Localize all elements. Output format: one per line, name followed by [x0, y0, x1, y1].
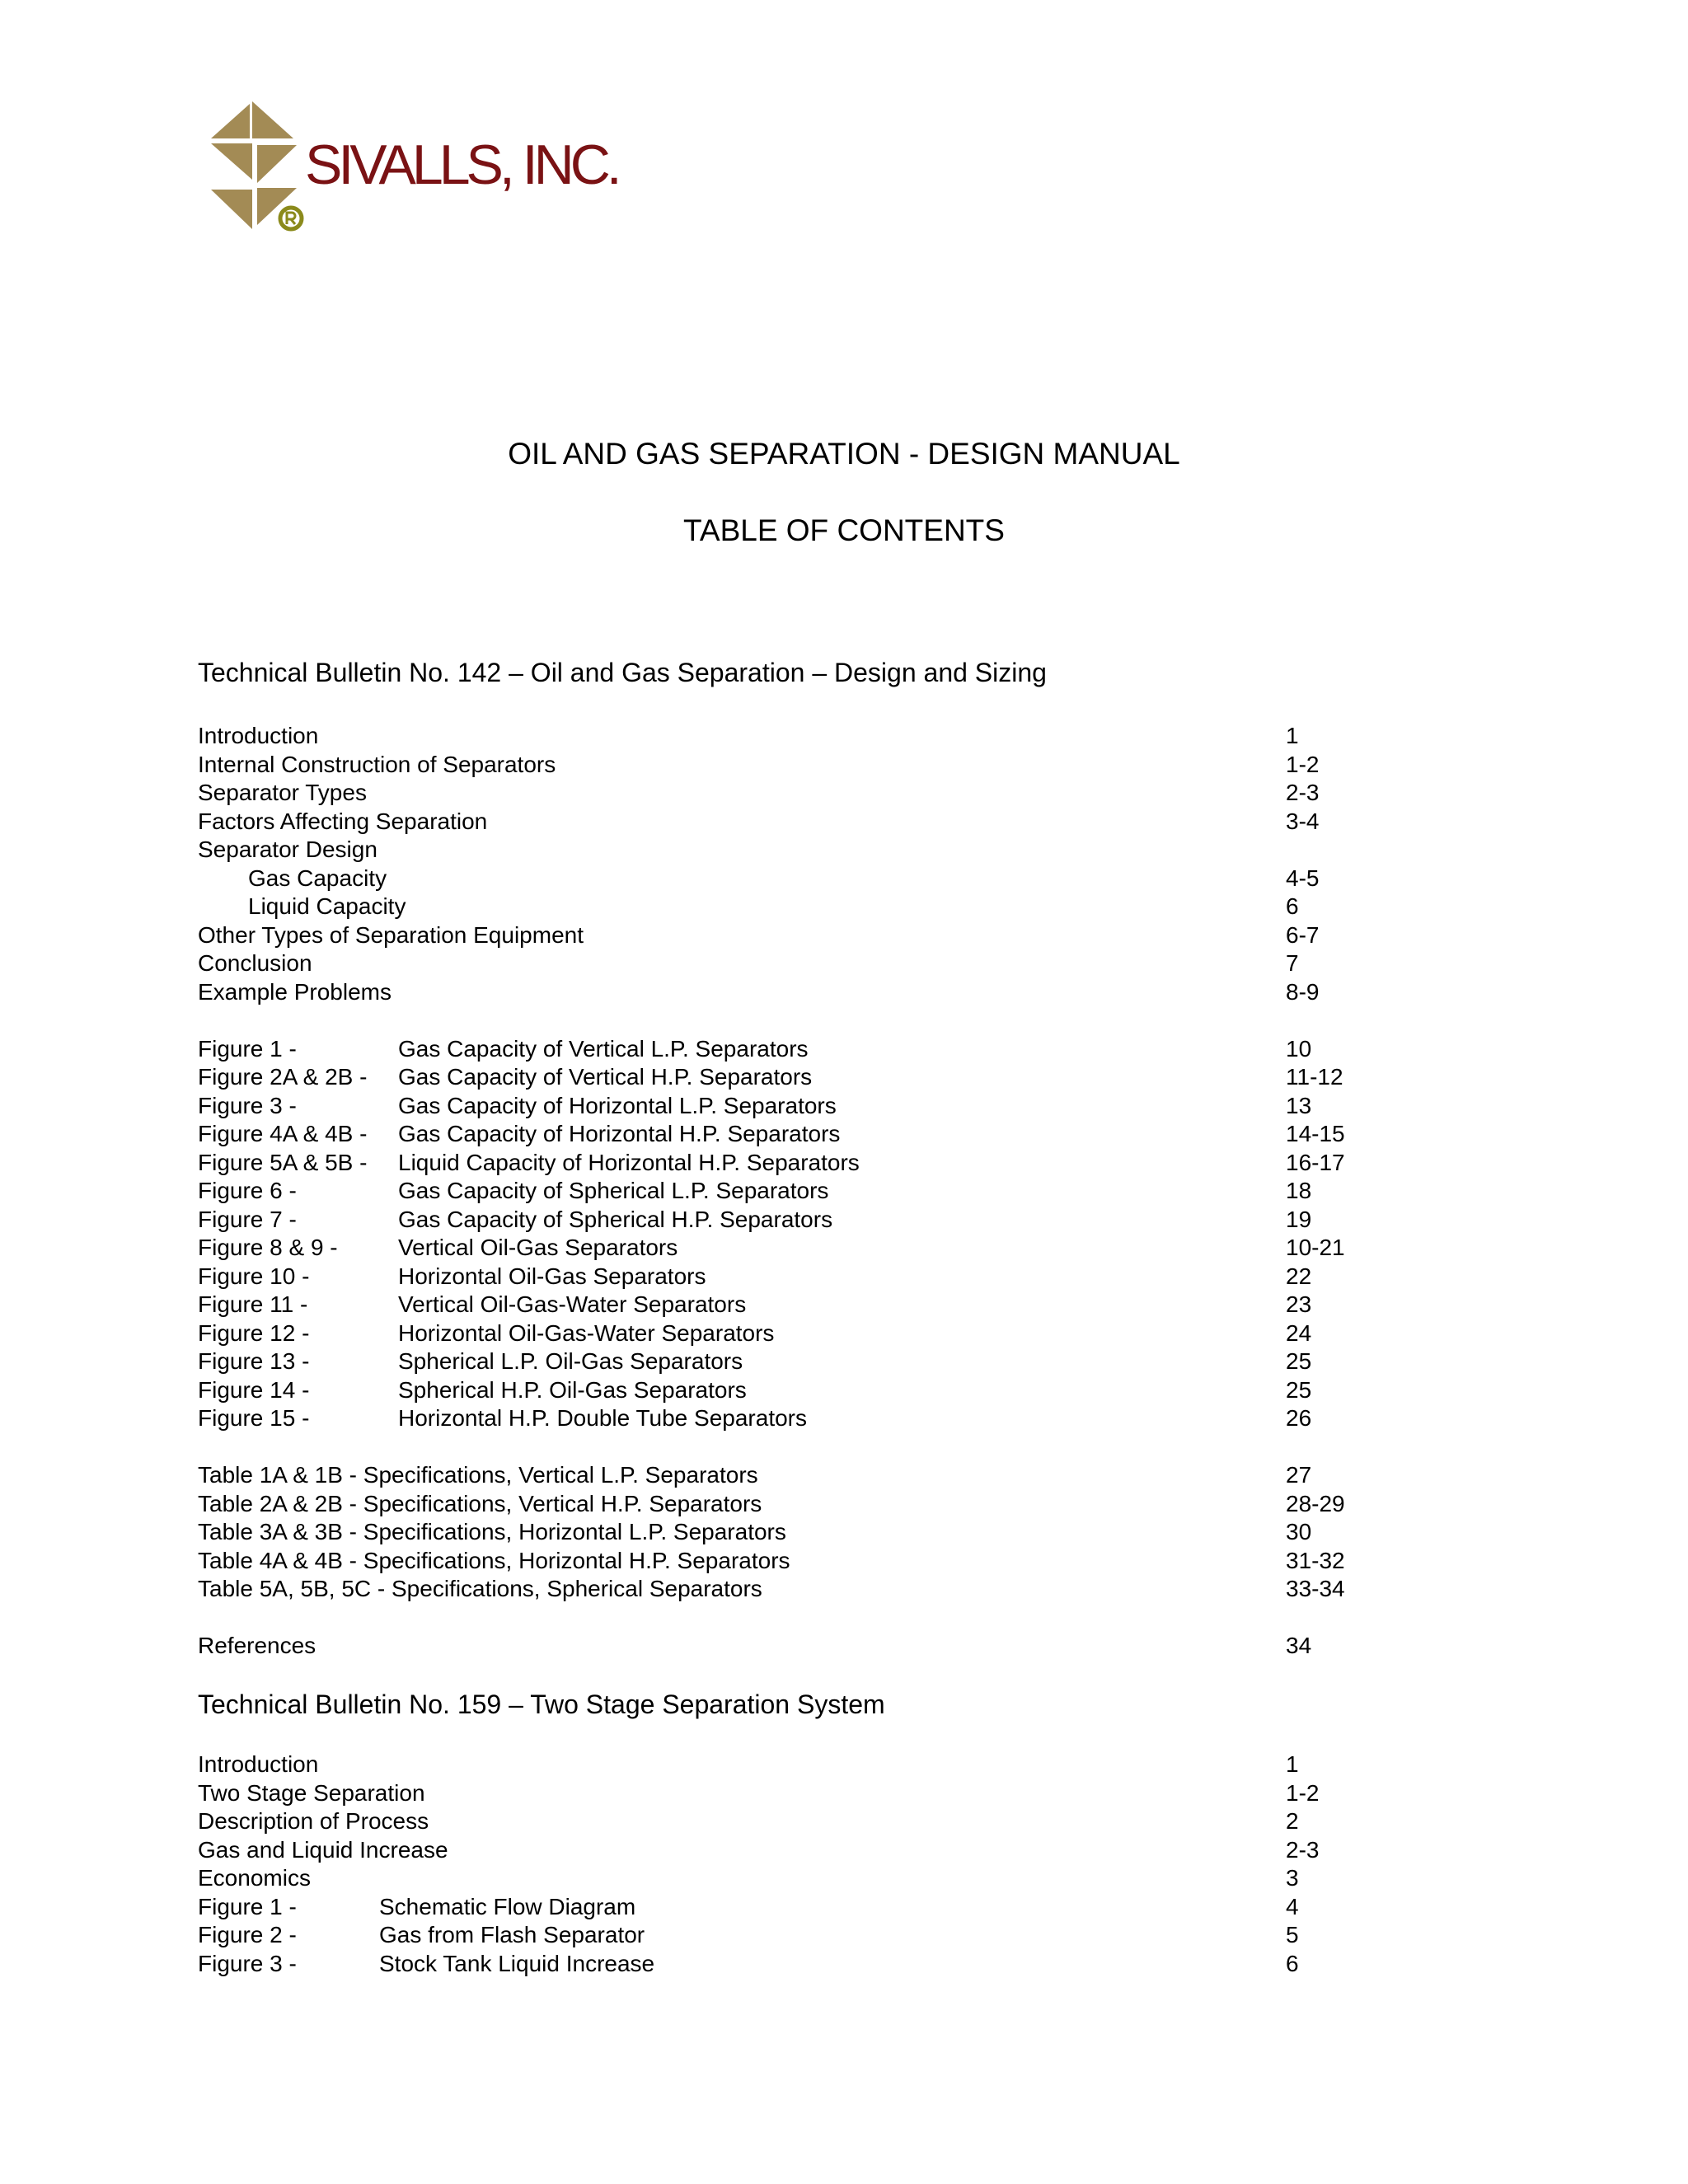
entry-title: Separator Design — [198, 837, 377, 862]
toc-entry — [198, 779, 1434, 808]
figure-entry — [198, 1319, 1434, 1348]
entry-title: Factors Affecting Separation — [198, 808, 488, 834]
figure-caption: Schematic Flow Diagram — [379, 1893, 636, 1919]
figure-caption: Spherical L.P. Oil-Gas Separators — [398, 1348, 743, 1374]
entry-page: 14-15 — [1286, 1121, 1345, 1146]
figure-label: Figure 1 - — [198, 1893, 297, 1919]
figure-entry — [198, 1376, 1434, 1405]
entry-title: Conclusion — [198, 950, 312, 976]
entry-title: Two Stage Separation — [198, 1779, 425, 1806]
figure-entry — [198, 1263, 1434, 1291]
entry-page: 1 — [1286, 1751, 1299, 1777]
figure-entry — [198, 1063, 1434, 1092]
figure-caption: Horizontal H.P. Double Tube Separators — [398, 1405, 807, 1431]
figure-caption: Gas Capacity of Horizontal L.P. Separators — [398, 1092, 837, 1118]
figure-entry — [198, 1234, 1434, 1263]
figure-label: Figure 10 - — [198, 1263, 310, 1289]
figure-caption: Spherical H.P. Oil-Gas Separators — [398, 1376, 747, 1403]
entry-title: Description of Process — [198, 1808, 429, 1834]
figure-label: Figure 2A & 2B - — [198, 1064, 368, 1090]
table-entry — [198, 1461, 1434, 1490]
figure-label: Figure 1 - — [198, 1035, 297, 1062]
bulletin-159-heading: Technical Bulletin No. 159 – Two Stage Separation System — [198, 1690, 885, 1719]
entry-page: 13 — [1286, 1092, 1312, 1118]
figure-caption: Gas Capacity of Vertical H.P. Separators — [398, 1064, 813, 1090]
entry-page: 2 — [1286, 1808, 1299, 1834]
entry-title: References — [198, 1633, 316, 1658]
toc-entry — [198, 722, 1434, 751]
figure-caption: Liquid Capacity of Horizontal H.P. Separators — [398, 1149, 860, 1175]
entry-title: Introduction — [198, 723, 319, 748]
figure-label: Figure 4A & 4B - — [198, 1121, 368, 1146]
entry-page: 4-5 — [1286, 865, 1320, 891]
figure-label: Figure 7 - — [198, 1206, 297, 1232]
document-title: OIL AND GAS SEPARATION - DESIGN MANUAL — [508, 437, 1180, 471]
toc-subentry — [198, 893, 1434, 921]
entry-page: 31-32 — [1286, 1547, 1345, 1573]
entry-page: 27 — [1286, 1462, 1312, 1488]
figure-entry — [198, 1291, 1434, 1319]
entry-page: 1-2 — [1286, 751, 1320, 777]
table-entry — [198, 1575, 1434, 1604]
entry-title: Gas and Liquid Increase — [198, 1836, 448, 1863]
entry-page: 25 — [1286, 1348, 1312, 1374]
entry-page: 8-9 — [1286, 978, 1320, 1005]
figure-entry — [198, 1035, 1434, 1064]
toc-heading: TABLE OF CONTENTS — [683, 513, 1005, 547]
entry-title: Gas Capacity — [248, 865, 387, 891]
entry-title: Table 5A, 5B, 5C - Specifications, Spherical Separators — [198, 1576, 762, 1601]
figure-caption: Gas Capacity of Vertical L.P. Separators — [398, 1035, 809, 1062]
entry-page: 5 — [1286, 1922, 1299, 1947]
entry-page: 3-4 — [1286, 808, 1320, 834]
figure-entry — [198, 1092, 1434, 1121]
entry-page: 18 — [1286, 1178, 1312, 1203]
figure-label: Figure 8 & 9 - — [198, 1235, 338, 1260]
figure-label: Figure 12 - — [198, 1319, 310, 1346]
entry-page: 6 — [1286, 1950, 1299, 1976]
entry-page: 26 — [1286, 1405, 1312, 1431]
entry-page: 4 — [1286, 1893, 1299, 1919]
company-name: SIVALLS, INC. — [305, 134, 618, 196]
figure-caption: Stock Tank Liquid Increase — [379, 1950, 655, 1976]
figure-label: Figure 3 - — [198, 1950, 297, 1976]
toc-entry — [198, 1779, 1434, 1808]
figure-label: Figure 2 - — [198, 1922, 297, 1947]
toc-entry — [198, 978, 1434, 1007]
toc-entry — [198, 808, 1434, 837]
figure-entry — [198, 1120, 1434, 1149]
entry-title: Other Types of Separation Equipment — [198, 921, 584, 948]
figure-entry — [198, 1177, 1434, 1206]
entry-title: Table 2A & 2B - Specifications, Vertical H.P. Separators — [198, 1490, 762, 1516]
figure-entry — [198, 1893, 1434, 1922]
figure-caption: Gas Capacity of Spherical L.P. Separators — [398, 1178, 829, 1203]
entry-title: Economics — [198, 1865, 311, 1891]
table-entry — [198, 1547, 1434, 1576]
table-entry — [198, 1518, 1434, 1547]
figure-entry — [198, 1950, 1434, 1979]
entry-title: Introduction — [198, 1751, 319, 1777]
toc-entry — [198, 1750, 1434, 1779]
figure-label: Figure 5A & 5B - — [198, 1149, 368, 1175]
figure-label: Figure 13 - — [198, 1348, 310, 1374]
entry-page: 22 — [1286, 1263, 1312, 1289]
figure-label: Figure 14 - — [198, 1376, 310, 1403]
entry-page: 7 — [1286, 950, 1299, 976]
entry-page: 2-3 — [1286, 780, 1320, 805]
entry-page: 11-12 — [1286, 1064, 1343, 1090]
figure-caption: Horizontal Oil-Gas Separators — [398, 1263, 706, 1289]
entry-title: Table 4A & 4B - Specifications, Horizontal H.P. Separators — [198, 1547, 790, 1573]
entry-title: Table 1A & 1B - Specifications, Vertical L.P. Separators — [198, 1462, 758, 1488]
entry-title: Table 3A & 3B - Specifications, Horizontal L.P. Separators — [198, 1519, 786, 1544]
entry-page: 28-29 — [1286, 1490, 1345, 1516]
entry-page: 34 — [1286, 1633, 1312, 1658]
figure-caption: Gas Capacity of Horizontal H.P. Separators — [398, 1121, 841, 1146]
figure-caption: Vertical Oil-Gas-Water Separators — [398, 1291, 747, 1317]
entry-page: 6-7 — [1286, 921, 1320, 948]
toc-entry — [198, 836, 1434, 865]
entry-page: 6 — [1286, 893, 1299, 919]
figure-caption: Gas from Flash Separator — [379, 1922, 645, 1947]
toc-entry — [198, 921, 1434, 950]
entry-title: Separator Types — [198, 780, 367, 805]
entry-page: 19 — [1286, 1206, 1312, 1232]
figure-entry — [198, 1347, 1434, 1376]
entry-page: 2-3 — [1286, 1836, 1320, 1863]
entry-title: Internal Construction of Separators — [198, 751, 556, 777]
entry-page: 23 — [1286, 1291, 1312, 1317]
entry-page: 10-21 — [1286, 1235, 1345, 1260]
figure-label: Figure 11 - — [198, 1291, 308, 1317]
table-entry — [198, 1490, 1434, 1519]
bulletin-142-heading: Technical Bulletin No. 142 – Oil and Gas Separation – Design and Sizing — [198, 658, 1047, 687]
figure-caption: Gas Capacity of Spherical H.P. Separators — [398, 1206, 833, 1232]
toc-entry — [198, 1807, 1434, 1836]
entry-title: Example Problems — [198, 978, 392, 1005]
figure-caption: Vertical Oil-Gas Separators — [398, 1235, 678, 1260]
bulletin-159-entries — [198, 1750, 1434, 1978]
bulletin-142-entries — [198, 722, 1434, 1661]
entry-page: 33-34 — [1286, 1576, 1345, 1601]
registered-mark-icon — [277, 204, 305, 232]
figure-entry — [198, 1921, 1434, 1950]
figure-entry — [198, 1149, 1434, 1178]
figure-entry — [198, 1404, 1434, 1433]
entry-page: 10 — [1286, 1035, 1312, 1062]
references-entry — [198, 1632, 1434, 1661]
entry-page: 16-17 — [1286, 1149, 1345, 1175]
toc-entry — [198, 751, 1434, 780]
figure-label: Figure 6 - — [198, 1178, 297, 1203]
figure-entry — [198, 1206, 1434, 1235]
company-logo — [204, 97, 633, 246]
toc-entry — [198, 1836, 1434, 1865]
toc-entry — [198, 949, 1434, 978]
entry-title: Liquid Capacity — [248, 893, 406, 919]
figure-caption: Horizontal Oil-Gas-Water Separators — [398, 1319, 775, 1346]
toc-subentry — [198, 865, 1434, 893]
entry-page: 25 — [1286, 1376, 1312, 1403]
entry-page: 24 — [1286, 1319, 1312, 1346]
entry-page: 1-2 — [1286, 1779, 1320, 1806]
entry-page: 1 — [1286, 723, 1299, 748]
toc-entry — [198, 1864, 1434, 1893]
entry-page: 30 — [1286, 1519, 1312, 1544]
entry-page: 3 — [1286, 1865, 1299, 1891]
figure-label: Figure 15 - — [198, 1405, 310, 1431]
figure-label: Figure 3 - — [198, 1092, 297, 1118]
